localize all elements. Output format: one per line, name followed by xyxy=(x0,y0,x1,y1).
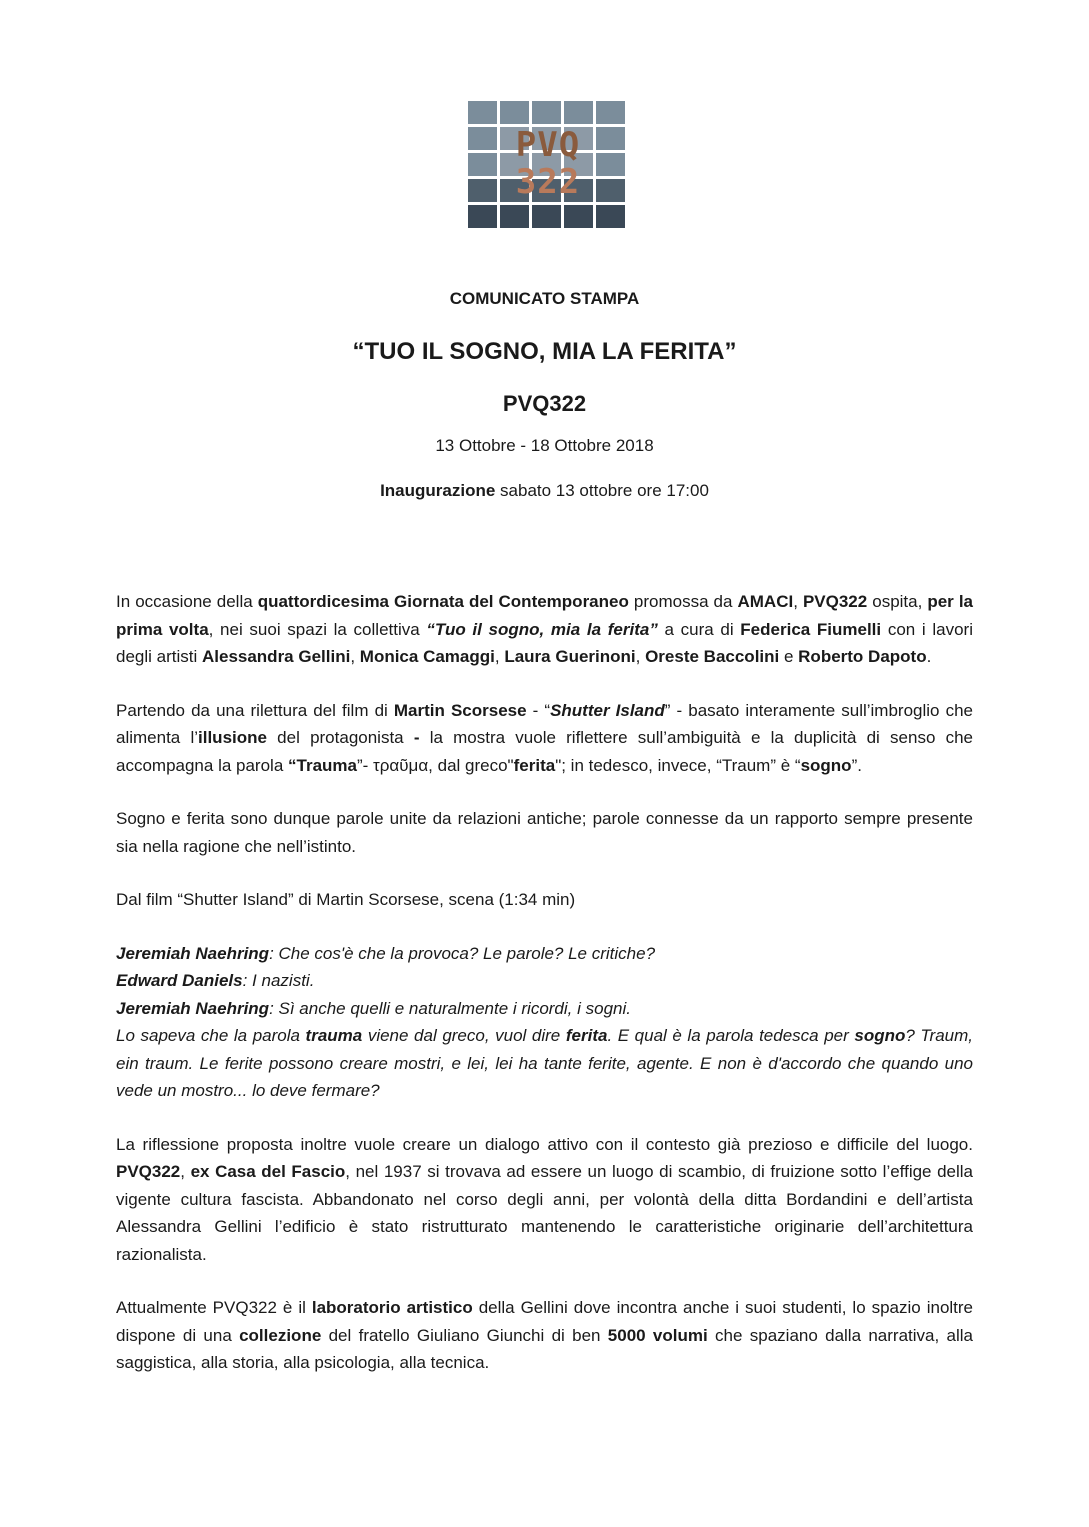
paragraph-history: La riflessione proposta inoltre vuole creare un dialogo attivo con il contesto già prezioso e difficile del luogo. PVQ322, ex Casa del Fascio, nel 1937 si trovava ad essere un luogo di scambio, di fruizione sotto l’effige della vigente cultura fascista. Abbandonato nel corso degli anni, per volontà della ditta Bordandini e dell’artista Alessandra Gellini l’edificio è stato ristrutturato mantenendo le caratteristiche originarie dell’architettura razionalista. xyxy=(116,1134,973,1264)
logo-tile xyxy=(468,179,497,202)
paragraph-dream-wound: Sogno e ferita sono dunque parole unite da relazioni antiche; parole connesse da un rapporto sempre presente sia nella ragione che nell’istinto. xyxy=(116,809,973,856)
logo-tile xyxy=(468,153,497,176)
logo-text-bottom: 322 xyxy=(515,162,581,202)
dialogue-line-3: Jeremiah Naehring: Sì anche quelli e naturalmente i ricordi, i sogni. xyxy=(116,998,631,1018)
exhibition-title: “TUO IL SOGNO, MIA LA FERITA” xyxy=(352,338,737,365)
logo-tile xyxy=(596,101,625,124)
logo-tile xyxy=(500,205,529,228)
opening-label: Inaugurazione xyxy=(380,481,496,500)
logo-text-top: PVQ xyxy=(515,125,581,165)
logo-tile xyxy=(564,205,593,228)
opening-info xyxy=(0,481,1089,501)
paragraph-scene-reference: Dal film “Shutter Island” di Martin Scorsese, scena (1:34 min) xyxy=(116,890,576,909)
paragraph-intro: In occasione della quattordicesima Giornata del Contemporaneo promossa da AMACI, PVQ322 ospita, per la prima volta, nei suoi spazi la collettiva “Tuo il sogno, mia la ferita” a cura di Federica Fiumelli con i lavori degli artisti Alessandra Gellini, Monica Camaggi, Laura Guerinoni, Oreste Baccolini e Roberto Dapoto. xyxy=(116,592,973,666)
logo-tile xyxy=(500,101,529,124)
press-release-body xyxy=(116,588,973,1377)
logo-tile xyxy=(468,101,497,124)
logo-tile xyxy=(468,127,497,150)
dialogue-line-4: Lo sapeva che la parola trauma viene dal greco, vuol dire ferita. E qual è la parola tedesca per sogno? Traum, ein traum. Le ferite possono creare mostri, e lei, lei ha tante ferite, agente. E non è d'accordo che quando uno vede un mostro... lo deve fermare? xyxy=(116,1026,973,1100)
logo-tile xyxy=(532,101,561,124)
press-release-label: COMUNICATO STAMPA xyxy=(449,289,640,308)
opening-text: sabato 13 ottobre ore 17:00 xyxy=(495,481,709,500)
logo-tile xyxy=(532,205,561,228)
venue-title: PVQ322 xyxy=(502,391,587,416)
logo-tile xyxy=(564,101,593,124)
logo-tile xyxy=(596,179,625,202)
dialogue-line-2: Edward Daniels: I nazisti. xyxy=(116,971,315,990)
paragraph-film: Partendo da una rilettura del film di Martin Scorsese - “Shutter Island” - basato interamente sull’imbroglio che alimenta l’illusione del protagonista - la mostra vuole riflettere sull’ambiguità e la duplicità di senso che accompagna la parola “Trauma”- τραῦμα, dal greco"ferita"; in tedesco, invece, “Traum” è “sogno”. xyxy=(116,700,974,775)
logo-tile xyxy=(596,127,625,150)
logo-tile xyxy=(468,205,497,228)
exhibition-dates: 13 Ottobre - 18 Ottobre 2018 xyxy=(435,436,654,455)
pvq322-logo xyxy=(468,100,628,228)
logo-tile xyxy=(596,205,625,228)
dialogue-line-1: Jeremiah Naehring: Che cos'è che la provoca? Le parole? Le critiche? xyxy=(116,943,656,963)
paragraph-lab: Attualmente PVQ322 è il laboratorio artistico della Gellini dove incontra anche i suoi studenti, lo spazio inoltre dispone di una collezione del fratello Giuliano Giunchi di ben 5000 volumi che spaziano dalla narrativa, alla saggistica, alla storia, alla psicologia, alla tecnica. xyxy=(116,1298,974,1372)
logo-tile xyxy=(596,153,625,176)
